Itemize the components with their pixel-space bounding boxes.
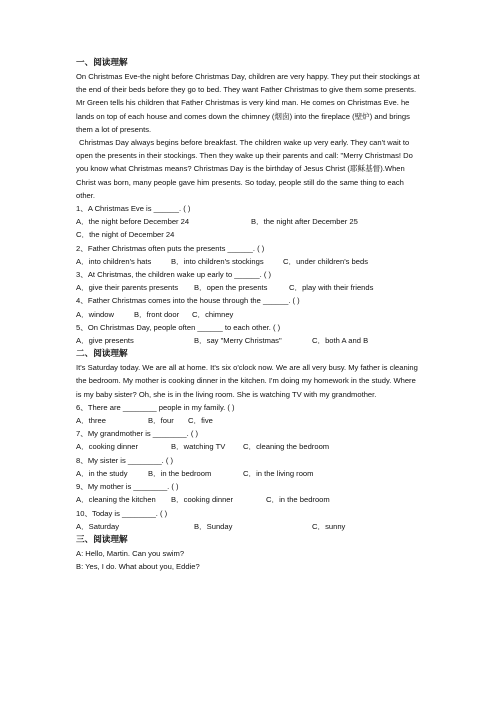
dialogue-line-1: A: Hello, Martin. Can you swim? (76, 548, 185, 558)
question-9-option-b[interactable]: B．cooking dinner (171, 495, 234, 505)
question-9-option-a[interactable]: A．cleaning the kitchen (76, 495, 156, 505)
question-2: 2、Father Christmas often puts the presents ______. ( ) (76, 243, 265, 253)
question-1-options-row-2 (76, 228, 421, 241)
question-6-option-c[interactable]: C．five (188, 416, 213, 426)
question-1-option-b[interactable]: B．the night after December 25 (251, 217, 358, 227)
section-2-heading: 二、阅读理解 (76, 349, 128, 360)
question-6-options (76, 414, 421, 427)
question-2-option-c[interactable]: C．under children's beds (283, 256, 369, 266)
question-7-option-b[interactable]: B．watching TV (171, 442, 226, 452)
question-10-option-a[interactable]: A．Saturday (76, 521, 120, 531)
question-10: 10、Today is ________. ( ) (76, 508, 168, 518)
question-8-option-c[interactable]: C．in the living room (243, 468, 314, 478)
question-4: 4、Father Christmas comes into the house through the ______. ( ) (76, 296, 300, 306)
question-3-option-c[interactable]: C．play with their friends (289, 283, 374, 293)
question-5-option-b[interactable]: B．say "Merry Christmas" (194, 336, 282, 346)
question-2-option-b[interactable]: B．into children's stockings (171, 256, 264, 266)
question-5: 5、On Christmas Day, people often ______ to each other. ( ) (76, 322, 281, 332)
section-1-passage-paragraph-2: Christmas Day always begins before breakfast. The children wake up very early. They can't wait to open the presents in their stockings. Then they wake up their parents and call: "Merry Christmas! Do you know what Christmas means? Christmas Day is the birthday of Jesus Christ (耶稣基督).When Christ was born, many people gave him presents. So today, people still do the same thing to each other. (76, 138, 413, 200)
question-1-option-a[interactable]: A．the night before December 24 (76, 217, 190, 227)
question-8-option-b[interactable]: B．in the bedroom (148, 468, 212, 478)
question-4-option-b[interactable]: B．front door (134, 309, 180, 319)
section-1-heading: 一、阅读理解 (76, 58, 128, 68)
question-1: 1、A Christmas Eve is ______. ( ) (76, 204, 191, 214)
question-1-options (76, 215, 421, 228)
section-3-heading: 三、阅读理解 (76, 534, 128, 545)
question-2-option-a[interactable]: A．into children's hats (76, 256, 152, 266)
question-3-options (76, 281, 421, 294)
question-10-options (76, 520, 421, 533)
question-5-option-a[interactable]: A．give presents (76, 336, 134, 346)
question-7: 7、My grandmother is ________. ( ) (76, 429, 198, 439)
question-9-option-c[interactable]: C．in the bedroom (266, 495, 330, 505)
question-6-option-b[interactable]: B．four (148, 416, 174, 426)
question-6: 6、There are ________ people in my family. ( ) (76, 402, 235, 412)
question-9: 9、My mother is ________. ( ) (76, 482, 179, 492)
question-7-option-a[interactable]: A．cooking dinner (76, 442, 139, 452)
question-3-option-a[interactable]: A．give their parents presents (76, 283, 179, 293)
question-2-options (76, 255, 421, 268)
question-4-option-c[interactable]: C．chimney (192, 309, 234, 319)
question-1-option-c[interactable]: C．the night of December 24 (76, 230, 175, 240)
question-7-options (76, 440, 421, 453)
question-8-options (76, 467, 421, 480)
question-8: 8、My sister is ________. ( ) (76, 455, 174, 465)
question-6-option-a[interactable]: A．three (76, 416, 106, 426)
question-8-option-a[interactable]: A．in the study (76, 468, 128, 478)
question-4-option-a[interactable]: A．window (76, 309, 114, 319)
document-content (76, 56, 421, 573)
question-5-options (76, 334, 421, 347)
question-7-option-c[interactable]: C．cleaning the bedroom (243, 442, 330, 452)
section-2-passage: It's Saturday today. We are all at home. It's six o'clock now. We are all very busy. My father is cleaning the bedroom. My mother is cooking dinner in the kitchen. I'm doing my homework in the study. Where is my baby sister? Oh, she is in the living room. She is watching TV with my grandmother. (76, 363, 418, 399)
question-4-options (76, 308, 421, 321)
dialogue-line-2: B: Yes, I do. What about you, Eddie? (76, 562, 200, 572)
question-9-options (76, 493, 421, 506)
question-3-option-b[interactable]: B．open the presents (194, 283, 268, 293)
question-5-option-c[interactable]: C．both A and B (312, 336, 369, 346)
question-3: 3、At Christmas, the children wake up early to ______. ( ) (76, 270, 271, 280)
question-10-option-b[interactable]: B．Sunday (194, 521, 233, 531)
question-10-option-c[interactable]: C．sunny (312, 521, 346, 531)
section-1-passage-paragraph-1: On Christmas Eve-the night before Christmas Day, children are very happy. They put their stockings at the end of their beds before they go to bed. They want Father Christmas to give them some presents. Mr Green tells his children that Father Christmas is very kind man. He comes on Christmas Eve. he lands on top of each house and comes down the chimney (烟囱) into the fireplace (壁炉) and brings them a lot of presents. (76, 72, 420, 134)
